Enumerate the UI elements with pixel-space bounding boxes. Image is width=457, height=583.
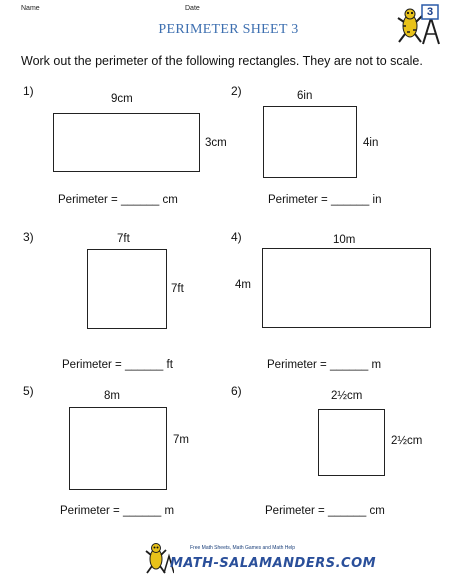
perimeter-answer: Perimeter = ______ in <box>268 194 382 206</box>
rectangle <box>262 248 431 328</box>
page-title: PERIMETER SHEET 3 <box>158 22 299 37</box>
date-label: Date <box>185 5 200 12</box>
problem-number: 2) <box>231 84 242 98</box>
rectangle <box>318 409 385 476</box>
perimeter-answer: Perimeter = ______ cm <box>265 505 385 517</box>
side-dimension: 7ft <box>171 283 184 295</box>
rectangle <box>53 113 200 172</box>
top-dimension: 8m <box>104 390 120 402</box>
top-dimension: 6in <box>297 90 313 102</box>
side-dimension: 4in <box>363 137 379 149</box>
perimeter-answer: Perimeter = ______ m <box>267 359 382 371</box>
footer-brand: MATH-SALAMANDERS.COM <box>170 556 377 571</box>
problem-number: 6) <box>231 384 242 398</box>
top-dimension: 2½cm <box>331 390 363 402</box>
instructions: Work out the perimeter of the following rectangles. They are not to scale. <box>21 54 423 68</box>
problem-number: 4) <box>231 230 242 244</box>
side-dimension: 2½cm <box>391 435 423 447</box>
side-dimension: 7m <box>173 434 189 446</box>
sheet-number-badge: 3 <box>426 6 434 18</box>
footer-tagline: Free Math Sheets, Math Games and Math Help <box>190 545 296 551</box>
top-dimension: 10m <box>333 234 356 246</box>
problem-number: 1) <box>23 84 34 98</box>
side-dimension: 4m <box>235 279 251 291</box>
problem-number: 5) <box>23 384 34 398</box>
rectangle <box>69 407 167 490</box>
rectangle <box>87 249 167 329</box>
top-dimension: 9cm <box>111 93 133 105</box>
problem-number: 3) <box>23 230 34 244</box>
perimeter-answer: Perimeter = ______ ft <box>62 359 173 371</box>
perimeter-answer: Perimeter = ______ cm <box>58 194 178 206</box>
rectangle <box>263 106 357 178</box>
perimeter-answer: Perimeter = ______ m <box>60 505 175 517</box>
top-dimension: 7ft <box>117 233 130 245</box>
name-label: Name <box>21 5 40 12</box>
side-dimension: 3cm <box>205 137 227 149</box>
